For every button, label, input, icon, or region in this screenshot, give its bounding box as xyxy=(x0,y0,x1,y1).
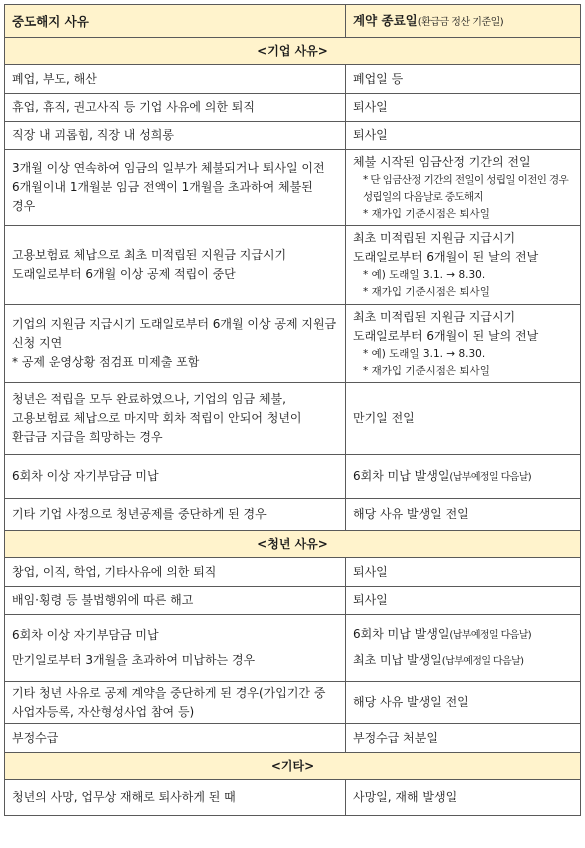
table-row xyxy=(5,383,581,455)
header-end-date-label: 계약 종료일 xyxy=(353,12,418,28)
end-date-cell xyxy=(346,226,581,305)
end-date-cell: 만기일 전일 xyxy=(346,383,581,455)
section-company: <기업 사유> xyxy=(5,38,581,65)
section-youth-row xyxy=(5,531,581,558)
reason-cell: 3개월 이상 연속하여 임금의 일부가 체불되거나 퇴사일 이전 6개월이내 1개월분 임금 전액이 1개월을 초과하여 체불된 경우 xyxy=(5,150,346,226)
end-date-main: 6회차 미납 발생일 xyxy=(353,627,450,641)
end-date-cell: 퇴사일 xyxy=(346,122,581,150)
reason-cell: 청년은 적립을 모두 완료하였으나, 기업의 임금 체불, 고용보험료 체납으로 마지막 회차 적립이 안되어 청년이 환급금 지급을 희망하는 경우 xyxy=(5,383,346,455)
reason-cell: 6회차 이상 자기부담금 미납 xyxy=(5,455,346,499)
table-row xyxy=(5,226,581,305)
table-row xyxy=(5,499,581,531)
table-header-row xyxy=(5,5,581,38)
reason-note: * 공제 운영상황 점검표 미제출 포함 xyxy=(12,355,200,369)
table-row xyxy=(5,558,581,587)
table-row xyxy=(5,455,581,499)
section-company-row xyxy=(5,38,581,65)
table-row xyxy=(5,305,581,383)
end-date-cell: 해당 사유 발생일 전일 xyxy=(346,499,581,531)
end-date-main: 최초 미적립된 지원금 지급시기 도래일로부터 6개월이 된 날의 전날 xyxy=(353,309,539,343)
table-row xyxy=(5,682,581,724)
reason-text: 기업의 지원금 지급시기 도래일로부터 6개월 이상 공제 지원금 신청 지연 xyxy=(12,317,337,350)
end-date-note: * 단 임금산정 기간의 전일이 성립일 이전인 경우 성립일의 다음날로 중도해지 xyxy=(363,173,569,203)
end-date-note: * 재가입 기준시점은 퇴사일 xyxy=(363,286,490,298)
reason-cell: 창업, 이직, 학업, 기타사유에 의한 퇴직 xyxy=(5,558,346,587)
reason-cell: 기타 기업 사정으로 청년공제를 중단하게 된 경우 xyxy=(5,499,346,531)
reason-cell: 기타 청년 사유로 공제 계약을 중단하게 된 경우(가입기간 중 사업자등록, 자산형성사업 참여 등) xyxy=(5,682,346,724)
table-row xyxy=(5,65,581,94)
reason-cell: 휴업, 휴직, 권고사직 등 기업 사유에 의한 퇴직 xyxy=(5,94,346,122)
end-date-main: 6회차 미납 발생일 xyxy=(353,468,450,483)
end-date-note: * 재가입 기준시점은 퇴사일 xyxy=(363,207,490,220)
end-date-cell: 해당 사유 발생일 전일 xyxy=(346,682,581,724)
section-other: <기타> xyxy=(5,753,581,780)
end-date-main: 최초 미납 발생일 xyxy=(353,653,442,667)
reason-cell: 고용보험료 체납으로 최초 미적립된 지원금 지급시기 도래일로부터 6개월 이상 공제 적립이 중단 xyxy=(5,226,346,305)
end-date-main: 체불 시작된 임금산정 기간의 전일 xyxy=(353,154,531,169)
end-date-cell xyxy=(346,305,581,383)
end-date-cell: 퇴사일 xyxy=(346,587,581,615)
termination-table xyxy=(4,4,581,816)
reason-cell xyxy=(5,615,346,682)
section-youth: <청년 사유> xyxy=(5,531,581,558)
table-row xyxy=(5,94,581,122)
end-date-sub: (납부예정일 다음날) xyxy=(449,471,532,483)
end-date-note: * 예) 도래일 3.1. → 8.30. xyxy=(363,269,486,281)
table-row xyxy=(5,587,581,615)
table-row xyxy=(5,150,581,226)
table-row xyxy=(5,122,581,150)
end-date-cell: 폐업일 등 xyxy=(346,65,581,94)
end-date-cell: 부정수급 처분일 xyxy=(346,724,581,753)
end-date-cell: 사망일, 재해 발생일 xyxy=(346,780,581,816)
reason-cell: 청년의 사망, 업무상 재해로 퇴사하게 된 때 xyxy=(5,780,346,816)
table-row xyxy=(5,724,581,753)
header-end-date-sub: (환급금 정산 기준일) xyxy=(417,16,504,28)
table-row xyxy=(5,615,581,682)
header-end-date xyxy=(346,5,581,38)
section-other-row xyxy=(5,753,581,780)
header-reason: 중도해지 사유 xyxy=(5,5,346,38)
end-date-cell: 퇴사일 xyxy=(346,94,581,122)
end-date-note: * 재가입 기준시점은 퇴사일 xyxy=(363,364,490,377)
end-date-sub: (납부예정일 다음날) xyxy=(449,630,532,641)
end-date-main: 최초 미적립된 지원금 지급시기 도래일로부터 6개월이 된 날의 전날 xyxy=(353,231,539,264)
reason-text: 6회차 이상 자기부담금 미납 xyxy=(12,628,159,642)
reason-text: 만기일로부터 3개월을 초과하여 미납하는 경우 xyxy=(12,653,256,667)
reason-cell xyxy=(5,305,346,383)
reason-cell: 부정수급 xyxy=(5,724,346,753)
reason-cell: 직장 내 괴롭힘, 직장 내 성희롱 xyxy=(5,122,346,150)
end-date-cell xyxy=(346,455,581,499)
end-date-note: * 예) 도래일 3.1. → 8.30. xyxy=(363,347,486,360)
reason-cell: 배임·횡령 등 불법행위에 따른 해고 xyxy=(5,587,346,615)
table-row xyxy=(5,780,581,816)
end-date-cell xyxy=(346,615,581,682)
reason-cell: 폐업, 부도, 해산 xyxy=(5,65,346,94)
end-date-line xyxy=(353,651,573,671)
end-date-sub: (납부예정일 다음날) xyxy=(441,656,524,667)
end-date-line xyxy=(353,625,573,645)
end-date-cell: 퇴사일 xyxy=(346,558,581,587)
end-date-cell xyxy=(346,150,581,226)
